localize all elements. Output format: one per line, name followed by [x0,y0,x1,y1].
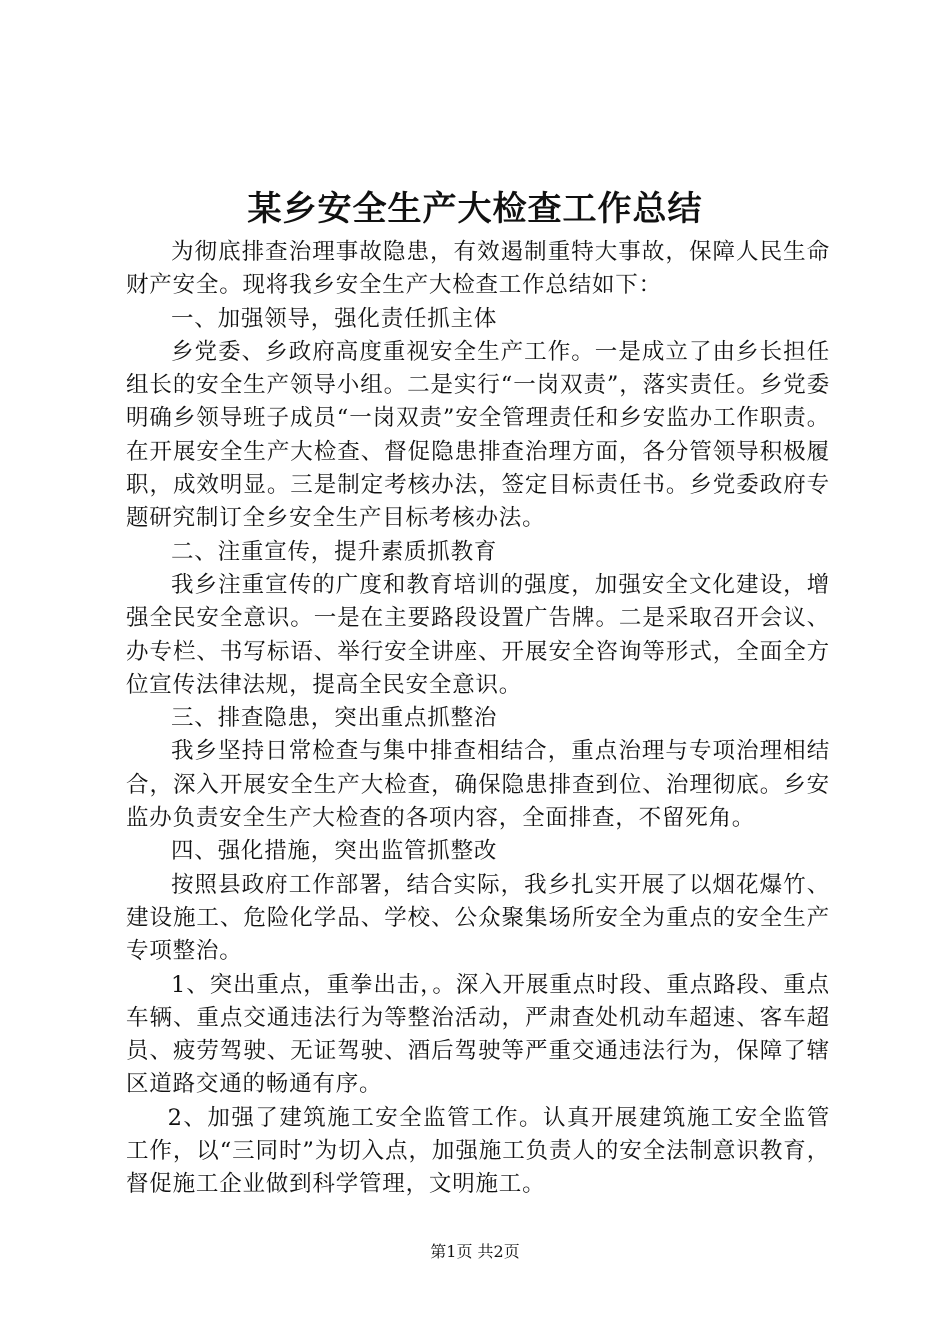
section-paragraph-1: 乡党委、乡政府高度重视安全生产工作。一是成立了由乡长担任组长的安全生产领导小组。二是实行“一岗双责”，落实责任。乡党委明确乡领导班子成员“一岗双责”安全管理责任和乡安监办工作职责。在开展安全生产大检查、督促隐患排查治理方面，各分管领导积极履职，成效明显。三是制定考核办法，签定目标责任书。乡党委政府专题研究制订全乡安全生产目标考核办法。 [126,338,830,532]
section-heading-2: 二、注重宣传，提升素质抓教育 [171,538,498,565]
page-number-footer: 第1页 共2页 [430,1242,520,1261]
intro-paragraph: 为彻底排查治理事故隐患，有效遏制重特大事故，保障人民生命财产安全。现将我乡安全生产大检查工作总结如下： [126,239,830,299]
numbered-paragraph-2: 2、加强了建筑施工安全监管工作。认真开展建筑施工安全监管工作，以“三同时”为切入点，加强施工负责人的安全法制意识教育，督促施工企业做到科学管理，文明施工。 [126,1104,830,1198]
section-paragraph-4: 按照县政府工作部署，结合实际，我乡扎实开展了以烟花爆竹、建设施工、危险化学品、学校、公众聚集场所安全为重点的安全生产专项整治。 [126,871,830,965]
section-paragraph-3: 我乡坚持日常检查与集中排查相结合，重点治理与专项治理相结合，深入开展安全生产大检查，确保隐患排查到位、治理彻底。乡安监办负责安全生产大检查的各项内容，全面排查，不留死角。 [126,738,830,832]
section-heading-4: 四、强化措施，突出监管抓整改 [171,838,498,865]
section-heading-1: 一、加强领导，强化责任抓主体 [171,305,498,332]
section-heading-3: 三、排查隐患，突出重点抓整治 [171,705,498,732]
document-body [126,236,830,1202]
numbered-paragraph-1: 1、突出重点，重拳出击，。深入开展重点时段、重点路段、重点车辆、重点交通违法行为等整治活动，严肃查处机动车超速、客车超员、疲劳驾驶、无证驾驶、酒后驾驶等严重交通违法行为，保障了辖区道路交通的畅通有序。 [126,971,830,1098]
document-title: 某乡安全生产大检查工作总结 [247,189,703,229]
section-paragraph-2: 我乡注重宣传的广度和教育培训的强度，加强安全文化建设，增强全民安全意识。一是在主要路段设置广告牌。二是采取召开会议、办专栏、书写标语、举行安全讲座、开展安全咨询等形式，全面全方位宣传法律法规，提高全民安全意识。 [126,571,830,698]
